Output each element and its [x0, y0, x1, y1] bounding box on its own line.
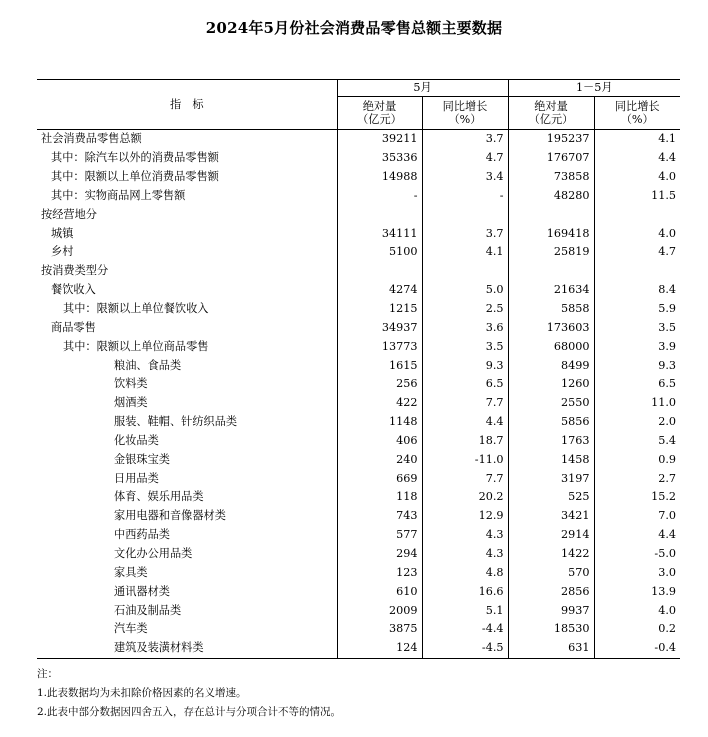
table-row: [37, 300, 680, 319]
cell-may-growth: [422, 262, 508, 281]
cell-ytd-abs: [508, 205, 594, 224]
cell-may-growth: 4.7: [422, 149, 508, 168]
row-label: 其中：限额以上单位商品零售: [63, 339, 209, 353]
cell-may-growth: 5.1: [422, 601, 508, 620]
cell-may-abs: 3875: [337, 620, 422, 639]
cell-ytd-growth: 4.1: [594, 130, 680, 149]
may-growth-header-l1: 同比增长: [442, 100, 488, 113]
table-row: [37, 639, 680, 658]
cell-ytd-abs: 2856: [508, 582, 594, 601]
cell-ytd-growth: -0.4: [594, 639, 680, 658]
cell-ytd-growth: 11.0: [594, 394, 680, 413]
ytd-abs-header: [508, 97, 594, 130]
row-label: 家用电器和音像器材类: [114, 509, 226, 523]
cell-may-growth: 18.7: [422, 432, 508, 451]
row-label: 服装、鞋帽、针纺织品类: [114, 415, 238, 429]
row-label: 社会消费品零售总额: [41, 132, 142, 146]
cell-may-growth: 7.7: [422, 394, 508, 413]
cell-may-abs: 422: [337, 394, 422, 413]
table-row: [37, 432, 680, 451]
cell-ytd-abs: 3421: [508, 507, 594, 526]
table-row: [37, 601, 680, 620]
cell-may-abs: [337, 205, 422, 224]
row-label: 乡村: [51, 245, 74, 259]
table-row: [37, 507, 680, 526]
cell-may-growth: 3.4: [422, 168, 508, 187]
table-row: [37, 488, 680, 507]
table-row: [37, 375, 680, 394]
cell-may-growth: 16.6: [422, 582, 508, 601]
row-label: 商品零售: [51, 320, 96, 334]
cell-may-growth: 4.3: [422, 526, 508, 545]
cell-may-abs: -: [337, 187, 422, 206]
cell-may-growth: 3.5: [422, 337, 508, 356]
cell-ytd-abs: 48280: [508, 187, 594, 206]
row-label: 按经营地分: [41, 207, 97, 221]
cell-ytd-abs: 2550: [508, 394, 594, 413]
cell-may-abs: 2009: [337, 601, 422, 620]
cell-ytd-abs: 1458: [508, 450, 594, 469]
row-label: 其中：实物商品网上零售额: [51, 188, 186, 202]
cell-may-growth: 3.6: [422, 318, 508, 337]
table-row: [37, 450, 680, 469]
table-row: [37, 187, 680, 206]
cell-ytd-abs: [508, 262, 594, 281]
cell-may-abs: 1148: [337, 413, 422, 432]
cell-ytd-abs: 631: [508, 639, 594, 658]
cell-ytd-growth: [594, 262, 680, 281]
note-2: 2.此表中部分数据因四舍五入，存在总计与分项合计不等的情况。: [37, 706, 342, 718]
cell-may-growth: -: [422, 187, 508, 206]
table-row: [37, 130, 680, 149]
cell-ytd-abs: 68000: [508, 337, 594, 356]
cell-may-abs: 14988: [337, 168, 422, 187]
cell-ytd-abs: 18530: [508, 620, 594, 639]
ytd-abs-header-l1: 绝对量: [534, 100, 568, 113]
table-row: [37, 281, 680, 300]
row-label: 日用品类: [114, 471, 159, 485]
table-row: [37, 149, 680, 168]
cell-may-growth: 4.4: [422, 413, 508, 432]
cell-ytd-growth: 11.5: [594, 187, 680, 206]
cell-may-growth: 4.3: [422, 545, 508, 564]
row-label: 文化办公用品类: [114, 546, 193, 560]
cell-ytd-growth: 7.0: [594, 507, 680, 526]
notes: [37, 665, 341, 722]
row-label: 通讯器材类: [114, 584, 170, 598]
cell-may-abs: 34937: [337, 318, 422, 337]
cell-may-abs: 123: [337, 563, 422, 582]
row-label: 其中：除汽车以外的消费品零售额: [51, 151, 219, 165]
cell-ytd-abs: 21634: [508, 281, 594, 300]
cell-ytd-growth: 15.2: [594, 488, 680, 507]
cell-ytd-growth: 4.0: [594, 224, 680, 243]
cell-may-growth: -4.5: [422, 639, 508, 658]
cell-may-growth: 2.5: [422, 300, 508, 319]
table-body: [37, 130, 680, 659]
indicator-header: 指 标: [169, 97, 204, 111]
may-growth-header: [422, 97, 508, 130]
cell-ytd-abs: 570: [508, 563, 594, 582]
cell-ytd-abs: 3197: [508, 469, 594, 488]
may-group-header: 5月: [337, 80, 508, 97]
table-row: [37, 582, 680, 601]
jan-may-group-header: 1－5月: [508, 80, 680, 97]
cell-may-abs: 294: [337, 545, 422, 564]
table-row: [37, 224, 680, 243]
cell-may-growth: 7.7: [422, 469, 508, 488]
cell-ytd-growth: 4.4: [594, 149, 680, 168]
row-label: 建筑及装潢材料类: [114, 641, 204, 655]
cell-ytd-growth: 5.9: [594, 300, 680, 319]
cell-ytd-growth: 9.3: [594, 356, 680, 375]
cell-ytd-abs: 8499: [508, 356, 594, 375]
table-row: [37, 262, 680, 281]
table-row: [37, 469, 680, 488]
cell-may-abs: 35336: [337, 149, 422, 168]
cell-may-abs: 5100: [337, 243, 422, 262]
cell-ytd-abs: 2914: [508, 526, 594, 545]
cell-may-growth: -4.4: [422, 620, 508, 639]
row-label: 饮料类: [114, 377, 148, 391]
row-label: 金银珠宝类: [114, 452, 170, 466]
cell-may-abs: 1215: [337, 300, 422, 319]
row-label: 餐饮收入: [51, 283, 96, 297]
cell-ytd-abs: 9937: [508, 601, 594, 620]
cell-may-growth: 6.5: [422, 375, 508, 394]
cell-may-abs: 240: [337, 450, 422, 469]
cell-ytd-growth: 4.4: [594, 526, 680, 545]
cell-ytd-abs: 1422: [508, 545, 594, 564]
cell-ytd-growth: 4.7: [594, 243, 680, 262]
cell-ytd-growth: 3.0: [594, 563, 680, 582]
table-row: [37, 318, 680, 337]
row-label: 按消费类型分: [41, 264, 109, 278]
cell-ytd-growth: 2.0: [594, 413, 680, 432]
cell-may-abs: 406: [337, 432, 422, 451]
may-abs-header-l1: 绝对量: [362, 100, 397, 113]
cell-may-abs: 39211: [337, 130, 422, 149]
cell-ytd-abs: 1260: [508, 375, 594, 394]
row-label: 石油及制品类: [114, 603, 182, 617]
cell-may-growth: 4.1: [422, 243, 508, 262]
cell-ytd-growth: 3.5: [594, 318, 680, 337]
row-label: 其中：限额以上单位餐饮收入: [63, 302, 209, 316]
cell-may-growth: 5.0: [422, 281, 508, 300]
cell-may-growth: 3.7: [422, 224, 508, 243]
cell-may-abs: [337, 262, 422, 281]
cell-may-growth: -11.0: [422, 450, 508, 469]
cell-may-growth: 20.2: [422, 488, 508, 507]
cell-may-growth: 9.3: [422, 356, 508, 375]
cell-may-abs: 743: [337, 507, 422, 526]
cell-ytd-growth: 3.9: [594, 337, 680, 356]
cell-ytd-growth: 2.7: [594, 469, 680, 488]
ytd-abs-header-l2: （亿元）: [528, 113, 574, 126]
table-row: [37, 205, 680, 224]
cell-ytd-growth: 0.2: [594, 620, 680, 639]
row-label: 体育、娱乐用品类: [114, 490, 204, 504]
cell-ytd-growth: 4.0: [594, 168, 680, 187]
row-label: 化妆品类: [114, 433, 159, 447]
cell-may-abs: 256: [337, 375, 422, 394]
cell-may-abs: 669: [337, 469, 422, 488]
cell-ytd-abs: 1763: [508, 432, 594, 451]
cell-may-abs: 1615: [337, 356, 422, 375]
notes-title: 注：: [37, 668, 58, 680]
row-label: 城镇: [51, 226, 74, 240]
cell-ytd-growth: 8.4: [594, 281, 680, 300]
ytd-growth-header: [594, 97, 680, 130]
cell-ytd-abs: 173603: [508, 318, 594, 337]
table-row: [37, 413, 680, 432]
may-abs-header: [337, 97, 422, 130]
table-row: [37, 243, 680, 262]
cell-may-abs: 610: [337, 582, 422, 601]
cell-ytd-abs: 5858: [508, 300, 594, 319]
cell-may-abs: 577: [337, 526, 422, 545]
cell-ytd-abs: 525: [508, 488, 594, 507]
table-row: [37, 356, 680, 375]
row-label: 烟酒类: [114, 396, 148, 410]
table-row: [37, 545, 680, 564]
table-row: [37, 526, 680, 545]
table-row: [37, 620, 680, 639]
page-title: 2024年5月份社会消费品零售总额主要数据: [205, 19, 503, 37]
cell-ytd-growth: 0.9: [594, 450, 680, 469]
ytd-growth-header-l1: 同比增长: [614, 100, 660, 113]
cell-may-abs: 13773: [337, 337, 422, 356]
table-row: [37, 394, 680, 413]
may-abs-header-l2: （亿元）: [357, 113, 402, 126]
cell-ytd-abs: 5856: [508, 413, 594, 432]
cell-may-abs: 4274: [337, 281, 422, 300]
retail-sales-table: [37, 79, 680, 659]
ytd-growth-header-l2: （%）: [620, 113, 654, 126]
may-growth-header-l2: （%）: [448, 113, 482, 126]
row-label: 家具类: [114, 565, 148, 579]
row-label: 汽车类: [114, 622, 148, 636]
cell-may-abs: 124: [337, 639, 422, 658]
row-label: 粮油、食品类: [114, 358, 182, 372]
cell-ytd-abs: 169418: [508, 224, 594, 243]
cell-may-growth: 3.7: [422, 130, 508, 149]
table-row: [37, 563, 680, 582]
table-row: [37, 168, 680, 187]
cell-ytd-abs: 195237: [508, 130, 594, 149]
cell-may-growth: [422, 205, 508, 224]
cell-ytd-growth: [594, 205, 680, 224]
row-label: 中西药品类: [114, 528, 170, 542]
cell-ytd-abs: 73858: [508, 168, 594, 187]
note-1: 1.此表数据均为未扣除价格因素的名义增速。: [37, 687, 247, 699]
table-row: [37, 337, 680, 356]
cell-may-growth: 12.9: [422, 507, 508, 526]
cell-ytd-growth: -5.0: [594, 545, 680, 564]
cell-may-abs: 118: [337, 488, 422, 507]
cell-may-abs: 34111: [337, 224, 422, 243]
cell-ytd-growth: 13.9: [594, 582, 680, 601]
cell-may-growth: 4.8: [422, 563, 508, 582]
cell-ytd-growth: 6.5: [594, 375, 680, 394]
cell-ytd-growth: 5.4: [594, 432, 680, 451]
table-header: [37, 80, 680, 130]
row-label: 其中：限额以上单位消费品零售额: [51, 170, 219, 184]
cell-ytd-abs: 176707: [508, 149, 594, 168]
cell-ytd-abs: 25819: [508, 243, 594, 262]
cell-ytd-growth: 4.0: [594, 601, 680, 620]
